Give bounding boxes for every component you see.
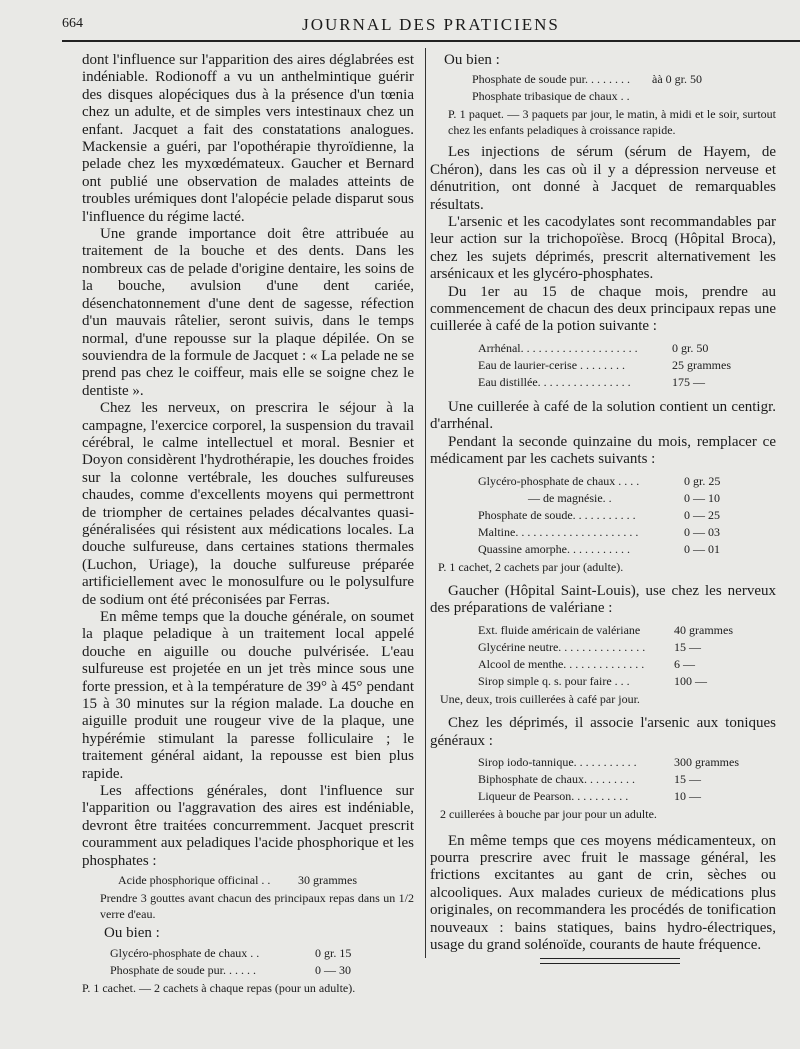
paragraph: En même temps que la douche générale, on soumet la plaque peladique à un traitement local appelé douche en aiguille ou douche pulvérisée. L'eau sulfureuse est projetée en un jet très mince sous une forte pression, et à la température de 39° à 45° pendant 15 à 30 minutes sur la région malade. La douche en aiguille produit une rougeur vive de la plaque, une hypérémie stimulant la paresse folliculaire ; le traitement général aidant, la repousse est bien plus rapide. <box>82 609 414 782</box>
rx-quantity: 0 — 03 <box>684 524 720 539</box>
header-rule <box>62 40 800 42</box>
rx-ingredient: Glycérine neutre. . . . . . . . . . . . . . . <box>478 639 646 654</box>
prescription-arrhenal <box>430 340 776 391</box>
rx-ingredient: Phosphate de soude pur. . . . . . . . <box>472 72 630 87</box>
rx-quantity: 30 grammes <box>298 873 357 888</box>
rx-quantity: 0 — 25 <box>684 507 720 522</box>
rx-ingredient: Phosphate de soude pur. . . . . . <box>110 962 256 977</box>
paragraph: Une grande importance doit être attribuée au traitement de la bouche et des dents. Dans les nombreux cas de pelade d'origine dentaire, les soins de la bouche, avulsion d'une dent cariée, désenchatonnement d'une dent de sagesse, réfection d'un mauvais râtelier, seront suivis, dans le temps normal, d'une repousse sur la plaque dépilée. On se souviendra de la formule de Jacquet : « La pelade ne se prend pas chez le coiffeur, mais elle se soigne chez le dentiste ». <box>82 226 414 399</box>
rx-ingredient: — de magnésie. . <box>528 490 612 505</box>
end-rule <box>540 958 680 964</box>
rx-ingredient: Alcool de menthe. . . . . . . . . . . . . . <box>478 656 645 671</box>
paragraph: Chez les nerveux, on prescrira le séjour à la campagne, l'exercice corporel, la suspension du travail cérébral, le calme intellectuel et moral. Besnier et Doyon considèrent l'hydrothérapie, les douches froides sur la colonne vertébrale, les douches sulfureuses chaudes, comme d'excellents moyens qui permettront de triompher de certaines pelades décalvantes quasi-généralisées qui résistent aux médications locales. La douche sulfureuse, dans certaines stations thermales (Luchon, Uriage), la douche sulfureuse préparée artificiellement avec le monosulfure ou le polysulfure de sodium ont été préconisées par Ferras. <box>82 400 414 608</box>
prescription-note: 2 cuillerées à bouche par jour pour un adulte. <box>440 807 657 822</box>
rx-quantity: 6 — <box>674 656 695 671</box>
prescription-note: P. 1 cachet. — 2 cachets à chaque repas (pour un adulte). <box>82 980 356 995</box>
column-divider <box>425 48 426 958</box>
rx-ingredient: Eau distillée. . . . . . . . . . . . . . . . <box>478 374 631 389</box>
rx-ingredient: Arrhénal. . . . . . . . . . . . . . . . . . . . <box>478 340 638 355</box>
rx-ingredient: Glycéro-phosphate de chaux . . . . <box>478 473 640 488</box>
rx-quantity: 10 — <box>674 789 701 804</box>
rx-quantity: 15 — <box>674 639 701 654</box>
right-column <box>430 52 776 954</box>
rx-ingredient: Sirop iodo-tannique. . . . . . . . . . . <box>478 755 637 770</box>
rx-quantity: 25 grammes <box>672 357 731 372</box>
paragraph: L'arsenic et les cacodylates sont recommandables par leur action sur la trichopoïèse. Brocq (Hôpital Broca), chez les sujets déprimés, prescrit alternativement les arsénicaux et les glycéro-phosphates. <box>430 214 776 283</box>
ou-bien-label: Ou bien : <box>444 52 500 68</box>
rx-ingredient: Liqueur de Pearson. . . . . . . . . . <box>478 789 629 804</box>
prescription-note: P. 1 cachet, 2 cachets par jour (adulte). <box>438 559 624 574</box>
rx-ingredient: Quassine amorphe. . . . . . . . . . . <box>478 541 630 556</box>
rx-quantity: 100 — <box>674 673 707 688</box>
prescription-glycero <box>82 945 414 979</box>
prescription-acide <box>82 872 414 889</box>
rx-quantity: 0 gr. 25 <box>684 473 721 488</box>
left-column <box>82 52 414 996</box>
ou-bien-label: Ou bien : <box>104 925 160 942</box>
rx-quantity: 40 grammes <box>674 622 733 637</box>
paragraph: Les affections générales, dont l'influence sur l'apparition ou l'aggravation des aires est indéniable, devront être traitées concurremment. Jacquet prescrit couramment aux peladiques l'acide phosphorique et les phosphates : <box>82 783 414 869</box>
page-header <box>62 14 800 38</box>
rx-ingredient: Maltine. . . . . . . . . . . . . . . . . . . . . <box>478 524 639 539</box>
rx-ingredient: Glycéro-phosphate de chaux . . <box>110 945 260 960</box>
rx-quantity: 0 gr. 50 <box>672 340 709 355</box>
paragraph: dont l'influence sur l'apparition des aires déglabrées est indéniable. Rodionoff a vu un anthelmintique guérir des disques alopéciques dus à la présence d'un tœnia chez un adulte, et de simples vers intestinaux chez un enfant. Jacquet a fait des constatations analogues. Mackensie a guéri, par l'opothérapie thyroïdienne, la pelade chez les myxœdémateux. Gaucher et Bernard ont publié une observation de malades atteints de troubles urémiques dont l'alopécie pelade disparut sous l'influence du régime lacté. <box>82 52 414 225</box>
prescription-phosphate <box>430 71 776 105</box>
rx-quantity: àà 0 gr. 50 <box>652 72 702 87</box>
paragraph: Les injections de sérum (sérum de Hayem, de Chéron), dans les cas où il y a dépression nerveuse et dénutrition, ont donné à Jacquet de remarquables résultats. <box>430 144 776 213</box>
rx-ingredient: Phosphate de soude. . . . . . . . . . . <box>478 507 636 522</box>
rx-quantity: 0 — 01 <box>684 541 720 556</box>
rx-ingredient: Phosphate tribasique de chaux . . <box>472 89 630 104</box>
paragraph: En même temps que ces moyens médicamenteux, on pourra prescrire avec fruit le massage général, les frictions excitantes au gant de crin, sèches ou alcooliques. Aux malades curieux de médications plus originales, on recommandera les procédés de tonification nouveaux : bains statiques, bains hydro-électriques, usage du grand solénoïde, courants de haute fréquence. <box>430 832 776 954</box>
rx-quantity: 175 — <box>672 374 705 389</box>
paragraph: Chez les déprimés, il associe l'arsenic aux toniques généraux : <box>430 715 776 749</box>
prescription-arsenic <box>430 754 776 805</box>
paragraph: Du 1er au 15 de chaque mois, prendre au commencement de chacun des deux principaux repas une cuillerée à café de la potion suivante : <box>430 283 776 335</box>
rx-ingredient: Ext. fluide américain de valériane <box>478 622 641 637</box>
rx-ingredient: Biphosphate de chaux. . . . . . . . . <box>478 772 635 787</box>
prescription-cachets <box>430 473 776 558</box>
rx-quantity: 300 grammes <box>674 755 739 770</box>
rx-ingredient: Acide phosphorique officinal . . <box>118 873 271 888</box>
prescription-note: P. 1 paquet. — 3 paquets par jour, le matin, à midi et le soir, surtout chez les enfants peladiques à croissance rapide. <box>448 107 776 137</box>
rx-quantity: 15 — <box>674 772 701 787</box>
paragraph: Gaucher (Hôpital Saint-Louis), use chez les nerveux des préparations de valériane : <box>430 583 776 617</box>
prescription-note: Prendre 3 gouttes avant chacun des principaux repas dans un 1/2 verre d'eau. <box>100 891 414 921</box>
paragraph: Une cuillerée à café de la solution contient un centigr. d'arrhénal. <box>430 398 776 433</box>
paragraph: Pendant la seconde quinzaine du mois, remplacer ce médicament par les cachets suivants : <box>430 433 776 468</box>
prescription-valeriane <box>430 622 776 690</box>
journal-title: JOURNAL DES PRATICIENS <box>302 15 560 34</box>
prescription-note: Une, deux, trois cuillerées à café par jour. <box>440 691 640 706</box>
rx-ingredient: Sirop simple q. s. pour faire . . . <box>478 673 630 688</box>
rx-quantity: 0 — 30 <box>315 962 351 977</box>
rx-quantity: 0 — 10 <box>684 490 720 505</box>
rx-ingredient: Eau de laurier-cerise . . . . . . . . <box>478 357 626 372</box>
rx-quantity: 0 gr. 15 <box>315 945 352 960</box>
page-number: 664 <box>62 16 83 31</box>
